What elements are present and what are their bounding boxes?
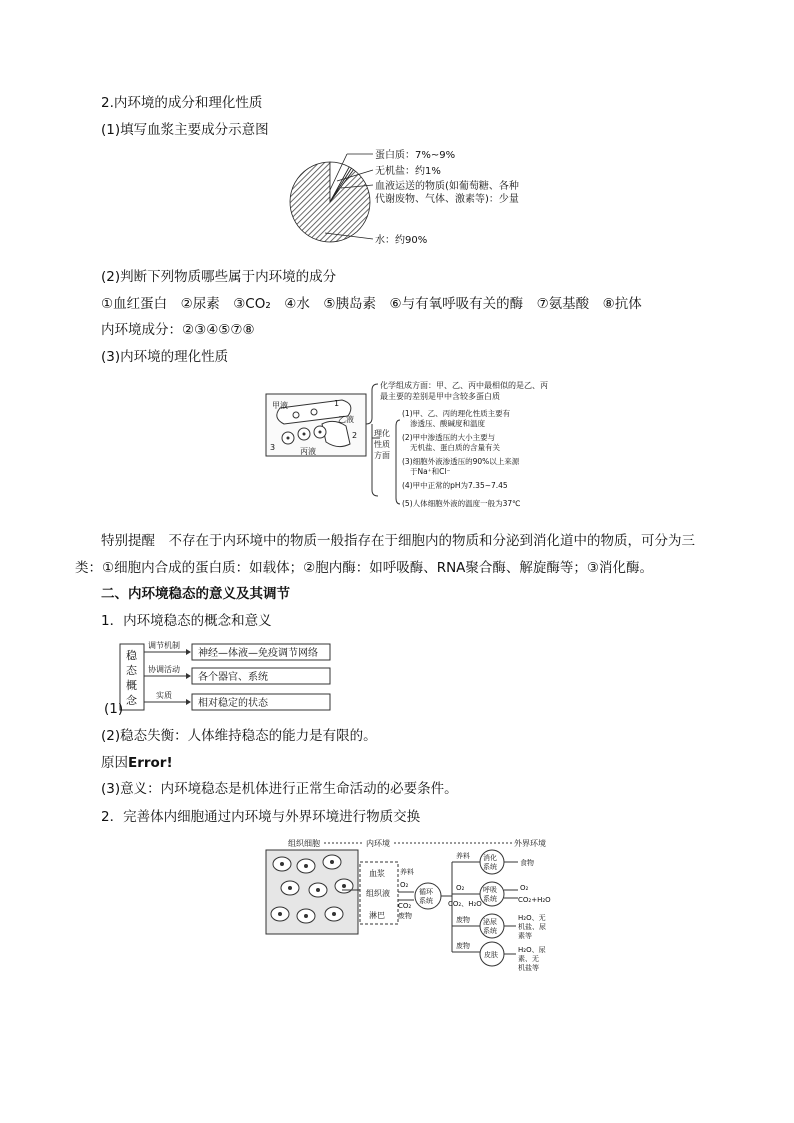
pie-label-salt: 无机盐：约1% <box>375 166 441 177</box>
question-2-answer: 内环境成分：②③④⑤⑦⑧ <box>101 322 255 338</box>
plasma-pie-chart <box>285 145 545 260</box>
urinary-label-2: 系统 <box>483 927 497 935</box>
skin-out-2: 素、无 <box>518 955 539 963</box>
urine-out-2: 机盐、尿 <box>518 923 546 931</box>
section-heading: 2.内环境的成分和理化性质 <box>101 95 263 111</box>
urine-out-1: H₂O、无 <box>518 914 546 922</box>
mechanism-box: 神经—体液—免疫调节网络 <box>198 648 318 659</box>
plasma-label: 血浆 <box>369 869 385 878</box>
reason-prefix: 原因 <box>101 755 128 771</box>
phys-label-2: 性质 <box>374 440 390 449</box>
co2h2o-external-label: CO₂+H₂O <box>518 896 551 904</box>
properties-diagram <box>262 378 562 514</box>
nutrient-label: 养料 <box>400 868 414 876</box>
concept-char-2: 态 <box>126 664 137 677</box>
o2-mid-label: O₂ <box>456 884 465 892</box>
question-3: (3)内环境的理化性质 <box>101 349 229 365</box>
lymph-label: 淋巴 <box>369 911 385 920</box>
o2-external-label: O₂ <box>520 884 529 892</box>
phys-label-3: 方面 <box>374 451 390 460</box>
item-3: (3)意义：内环境稳态是机体进行正常生命活动的必要条件。 <box>101 781 458 797</box>
pie-label-transport-1: 血液运送的物质(如葡萄糖、各种 <box>375 181 519 192</box>
concept-char-3: 概 <box>126 679 137 692</box>
nutrient-label-2: 养料 <box>456 852 470 860</box>
question-2: (2)判断下列物质哪些属于内环境的成分 <box>101 269 337 285</box>
chem-line-1: 化学组成方面：甲、乙、丙中最相似的是乙、丙 <box>380 381 548 390</box>
pie-slices <box>290 162 370 242</box>
skin-out-3: 机盐等 <box>518 964 539 972</box>
prop-1a: (1)甲、乙、丙的理化性质主要有 <box>402 409 511 418</box>
circulation-label-2: 系统 <box>419 897 433 905</box>
top-label-cells: 组织细胞 <box>288 839 320 848</box>
waste-label-2: 废物 <box>456 942 470 950</box>
part-2-title: 二、内环境稳态的意义及其调节 <box>101 586 290 602</box>
material-exchange-diagram <box>262 834 562 984</box>
tissue-fluid-label: 组织液 <box>366 889 390 898</box>
urine-out-3: 素等 <box>518 932 532 940</box>
concept-char-4: 念 <box>126 694 137 707</box>
label-2: 2 <box>352 431 358 440</box>
item-2: (2)稳态失衡：人体维持稳态的能力是有限的。 <box>101 728 377 744</box>
top-label-external: 外界环境 <box>514 839 546 848</box>
co2-label: CO₂ <box>398 902 412 910</box>
coordination-box: 各个器官、系统 <box>198 672 268 683</box>
pie-label-water: 水：约90% <box>375 235 428 246</box>
phys-label-1: 理化 <box>374 429 390 438</box>
mechanism-label: 调节机制 <box>148 641 180 650</box>
respiratory-label-1: 呼吸 <box>483 886 497 894</box>
coordination-label: 协调活动 <box>148 665 180 674</box>
reason-line <box>101 754 173 772</box>
subheading-1: 1．内环境稳态的概念和意义 <box>101 613 272 629</box>
pie-label-protein: 蛋白质：7%~9% <box>375 150 456 161</box>
label-3: 3 <box>270 443 276 452</box>
label-1: 1 <box>334 399 340 408</box>
circulation-label-1: 循环 <box>419 888 433 896</box>
prop-3a: (3)细胞外液渗透压的90%以上来源 <box>402 457 520 466</box>
question-2-items: ①血红蛋白 ②尿素 ③CO₂ ④水 ⑤胰岛素 ⑥与有氧呼吸有关的酶 ⑦氨基酸 ⑧抗体 <box>101 296 642 312</box>
homeostasis-concept-diagram <box>118 636 334 716</box>
urinary-label-1: 泌尿 <box>483 918 497 926</box>
tip-line-1: 特别提醒 不存在于内环境中的物质一般指存在于细胞内的物质和分泌到消化道中的物质，可分为三 <box>101 533 695 549</box>
respiratory-label-2: 系统 <box>483 895 497 903</box>
fluid-jia-label: 甲液 <box>272 401 288 410</box>
fluid-bing-label: 丙液 <box>300 447 316 456</box>
prop-2a: (2)甲中渗透压的大小主要与 <box>402 433 496 442</box>
digestive-label-2: 系统 <box>483 863 497 871</box>
prop-4: (4)甲中正常的pH为7.35~7.45 <box>402 481 508 490</box>
skin-out-1: H₂O、尿 <box>518 946 546 954</box>
top-label-internal: 内环境 <box>366 839 390 848</box>
skin-label: 皮肤 <box>484 951 498 959</box>
digestive-label-1: 消化 <box>483 854 497 862</box>
question-1: (1)填写血浆主要成分示意图 <box>101 122 269 138</box>
prop-1b: 渗透压、酸碱度和温度 <box>410 419 485 428</box>
waste-label-1: 废物 <box>456 916 470 924</box>
co2h2o-mid-label: CO₂、H₂O <box>448 900 482 908</box>
waste-label: 废物 <box>398 912 412 920</box>
fluid-yi-label: 乙液 <box>338 415 354 424</box>
tip-line-2: 类：①细胞内合成的蛋白质：如载体；②胞内酶：如呼吸酶、RNA聚合酶、解旋酶等；③消化酶。 <box>75 560 654 576</box>
item-1: (1) <box>104 701 124 717</box>
prop-2b: 无机盐、蛋白质的含量有关 <box>410 443 500 452</box>
prop-3b: 于Na⁺和Cl⁻ <box>410 467 451 476</box>
prop-5: (5)人体细胞外液的温度一般为37℃ <box>402 499 521 508</box>
subheading-2: 2．完善体内细胞通过内环境与外界环境进行物质交换 <box>101 809 421 825</box>
error-text: Error! <box>128 755 173 771</box>
essence-label: 实质 <box>156 691 172 700</box>
pie-label-transport-2: 代谢废物、气体、激素等)：少量 <box>375 194 519 205</box>
essence-box: 相对稳定的状态 <box>198 698 268 709</box>
o2-label: O₂ <box>400 881 409 889</box>
chem-line-2: 最主要的差别是甲中含较多蛋白质 <box>380 392 500 401</box>
food-label: 食物 <box>520 859 534 867</box>
concept-char-1: 稳 <box>126 649 137 662</box>
